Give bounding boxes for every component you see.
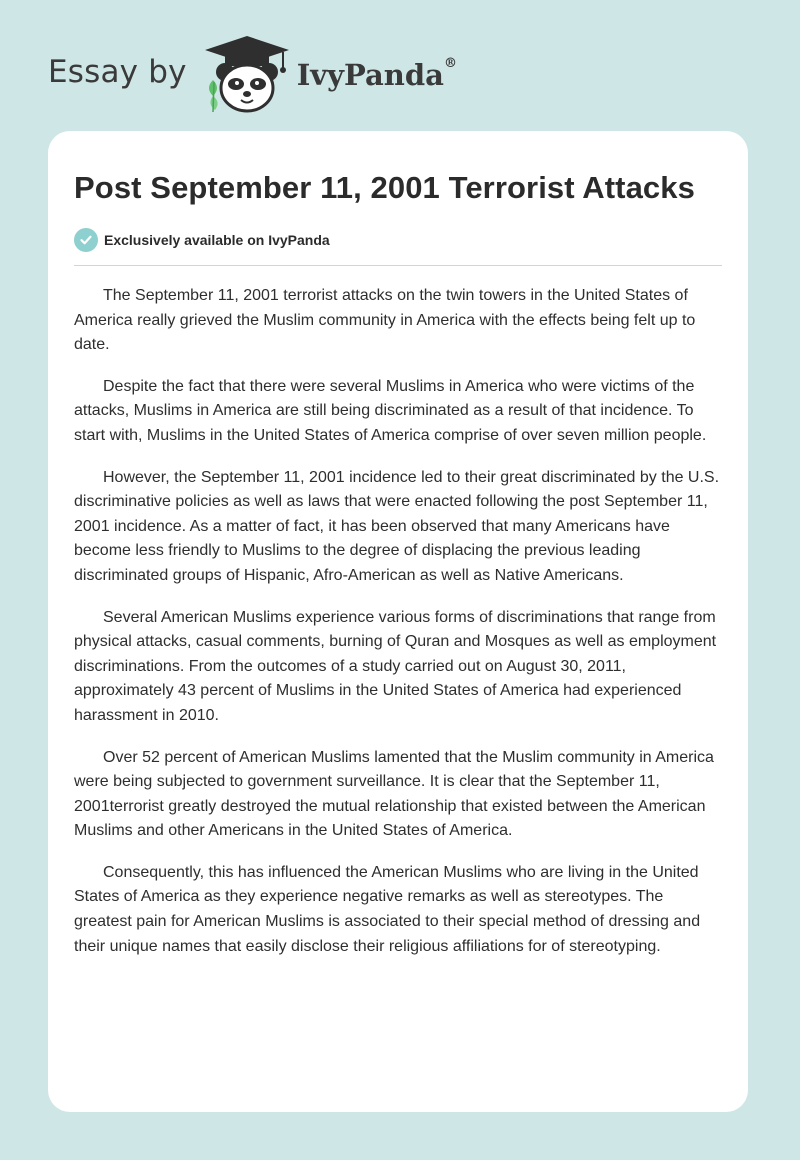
essay-by-label: Essay by <box>48 54 187 90</box>
registered-mark: ® <box>443 56 457 71</box>
paragraph: Consequently, this has influenced the American Muslims who are living in the United States of America as they experience negative remarks as well as stereotypes. The greatest pain for American Muslims is associated to their special method of dressing and their unique names that easily disclose their religious affiliations for of stereotyping. <box>74 863 701 955</box>
essay-body <box>74 284 722 959</box>
paragraph: The September 11, 2001 terrorist attacks on the twin towers in the United States of America really grieved the Muslim community in America with the effects being felt up to date. <box>74 287 696 354</box>
check-circle-icon <box>74 228 98 252</box>
brand-name[interactable]: IvyPanda® <box>296 56 457 92</box>
exclusive-badge <box>74 226 722 254</box>
divider <box>74 265 722 266</box>
exclusive-badge-label: Exclusively available on IvyPanda <box>104 232 330 248</box>
page-title: Post September 11, 2001 Terrorist Attacks <box>74 170 695 205</box>
paragraph: Despite the fact that there were several Muslims in America who were victims of the attacks, Muslims in America are still being discriminated as a result of that incidence. To start with, Muslims in the United States of America comprise of over seven million people. <box>74 377 707 444</box>
site-header <box>48 34 457 114</box>
paragraph: Several American Muslims experience various forms of discriminations that range from physical attacks, casual comments, burning of Quran and Mosques as well as employment discriminations. From the outcomes of a study carried out on August 30, 2011, approximately 43 percent of Muslims in the United States of America had experienced harassment in 2010. <box>74 608 717 724</box>
paragraph: Over 52 percent of American Muslims lamented that the Muslim community in America were being subjected to government surveillance. It is clear that the September 11, 2001terrorist greatly destroyed the mutual relationship that existed between the American Muslims and other Americans in the United States of America. <box>74 748 714 840</box>
paragraph: However, the September 11, 2001 incidence led to their great discriminated by the U.S. discriminative policies as well as laws that were enacted following the post September 11, 2001 incidence. As a matter of fact, it has been observed that many Americans have become less friendly to Muslims to the degree of displacing the previous leading discriminated groups of Hispanic, Afro-American as well as Native Americans. <box>74 468 720 584</box>
panda-logo-icon[interactable] <box>201 34 293 114</box>
essay-card <box>48 131 748 1112</box>
